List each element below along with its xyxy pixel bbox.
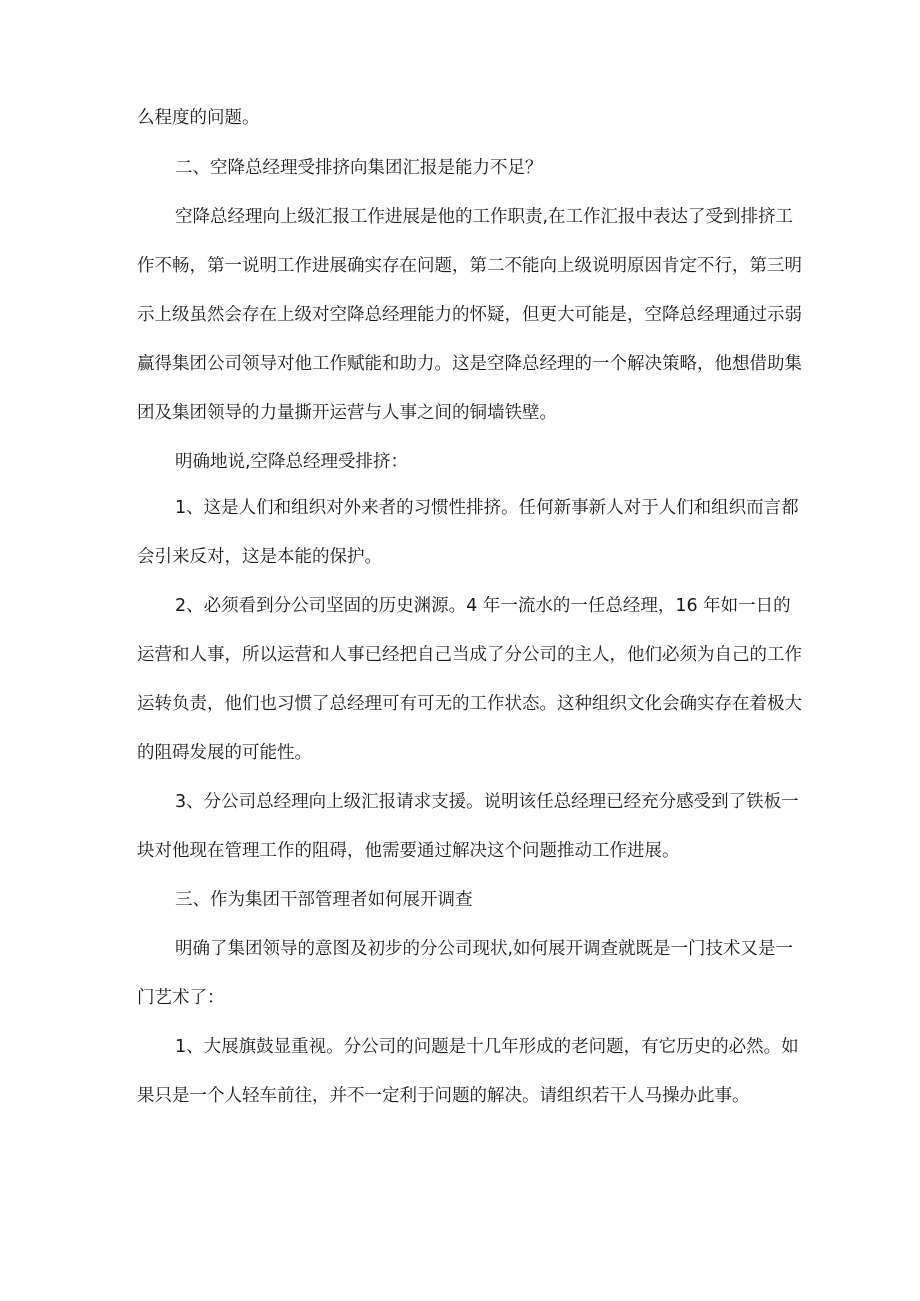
list-item-line: 块对他现在管理工作的阻碍，他需要通过解决这个问题推动工作进展。	[137, 841, 680, 861]
paragraph-line: 团及集团领导的力量撕开运营与人事之间的铜墙铁壁。	[137, 403, 557, 423]
list-item-line: 1、大展旗鼓显重视。分公司的问题是十几年形成的老问题，有它历史的必然。如	[175, 1037, 799, 1057]
list-item-line: 的阻碍发展的可能性。	[137, 743, 312, 763]
paragraph-line: 么程度的问题。	[137, 108, 260, 128]
paragraph-line: 赢得集团公司领导对他工作赋能和助力。这是空降总经理的一个解决策略，他想借助集	[137, 354, 802, 374]
paragraph-line: 明确了集团领导的意图及初步的分公司现状,如何展开调查就既是一门技术又是一	[175, 939, 794, 959]
paragraph-line: 作不畅，第一说明工作进展确实存在问题，第二不能向上级说明原因肯定不行，第三明	[137, 256, 802, 276]
paragraph-line: 空降总经理向上级汇报工作进展是他的工作职责,在工作汇报中表达了受到排挤工	[175, 207, 794, 227]
paragraph-line: 示上级虽然会存在上级对空降总经理能力的怀疑，但更大可能是，空降总经理通过示弱	[137, 305, 802, 325]
paragraph-line: 门艺术了：	[137, 988, 225, 1008]
list-item-line: 3、分公司总经理向上级汇报请求支援。说明该任总经理已经充分感受到了铁板一	[175, 792, 799, 812]
list-item-line: 运转负责，他们也习惯了总经理可有可无的工作状态。这种组织文化会确实存在着极大	[137, 694, 802, 714]
list-item-line: 果只是一个人轻车前往，并不一定利于问题的解决。请组织若干人马操办此事。	[137, 1086, 750, 1106]
list-item-line: 会引来反对，这是本能的保护。	[137, 547, 382, 567]
paragraph-line: 明确地说,空降总经理受排挤：	[175, 452, 409, 472]
section-heading: 二、空降总经理受排挤向集团汇报是能力不足？	[175, 158, 543, 178]
list-item-line: 运营和人事，所以运营和人事已经把自己当成了分公司的主人，他们必须为自己的工作	[137, 645, 802, 665]
list-item-line: 1、这是人们和组织对外来者的习惯性排挤。任何新事新人对于人们和组织而言都	[175, 498, 799, 518]
list-item-line: 2、必须看到分公司坚固的历史渊源。4 年一流水的一任总经理，16 年如一日的	[175, 596, 791, 616]
section-heading: 三、作为集团干部管理者如何展开调查	[175, 890, 473, 910]
